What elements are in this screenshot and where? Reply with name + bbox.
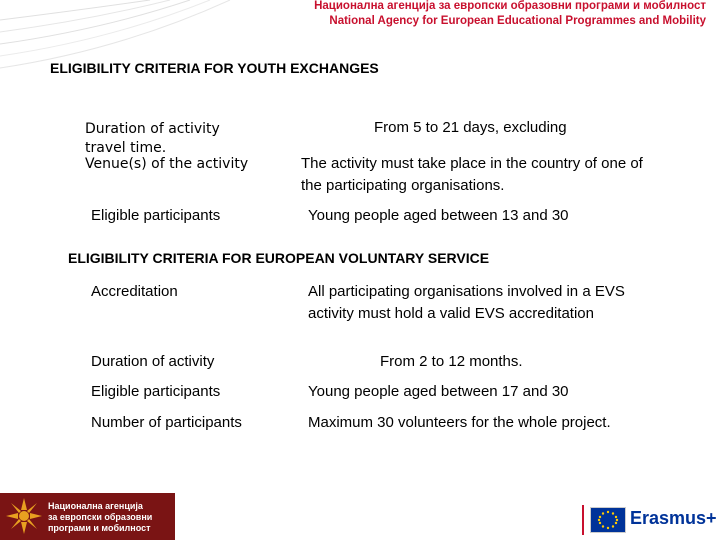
eu-flag-icon xyxy=(590,507,626,533)
logo-text-line2: за европски образовни xyxy=(48,512,153,522)
youth-participants-value: Young people aged between 13 and 30 xyxy=(308,207,569,224)
agency-name-en: National Agency for European Educational Programmes and Mobility xyxy=(329,15,706,27)
evs-number-label: Number of participants xyxy=(91,414,242,431)
logo-text-line1: Национална агенција xyxy=(48,501,143,511)
divider xyxy=(582,505,584,535)
sun-logo-icon xyxy=(4,496,44,536)
agency-logo xyxy=(0,493,175,540)
evs-participants-label: Eligible participants xyxy=(91,383,221,400)
youth-duration-value: From 5 to 21 days, excluding xyxy=(374,119,567,136)
footer-bar xyxy=(0,493,720,540)
agency-name-mk: Национална агенција за европски образовни програми и мобилност xyxy=(314,0,706,12)
youth-participants-label: Eligible participants xyxy=(91,207,221,224)
youth-exchanges-title: ELIGIBILITY CRITERIA FOR YOUTH EXCHANGES xyxy=(50,60,379,76)
evs-accreditation-value: All participating organisations involved in a EVS activity must hold a valid EVS accreditation xyxy=(308,283,625,322)
evs-number-value: Maximum 30 volunteers for the whole project. xyxy=(308,414,611,431)
logo-text-line3: програми и мобилност xyxy=(48,523,151,533)
evs-participants-value: Young people aged between 17 and 30 xyxy=(308,383,569,400)
evs-accreditation-label: Accreditation xyxy=(91,283,178,300)
youth-duration-label-cont: travel time. xyxy=(85,140,167,156)
youth-venue-value: The activity must take place in the country of one of the participating organisations. xyxy=(301,155,643,194)
evs-title: ELIGIBILITY CRITERIA FOR EUROPEAN VOLUNTARY SERVICE xyxy=(68,250,490,266)
erasmus-logo-text: Erasmus+ xyxy=(630,508,717,528)
youth-duration-label: Duration of activity xyxy=(85,121,220,137)
youth-venue-label: Venue(s) of the activity xyxy=(85,156,249,172)
evs-duration-value: From 2 to 12 months. xyxy=(380,353,523,370)
evs-duration-label: Duration of activity xyxy=(91,353,215,370)
